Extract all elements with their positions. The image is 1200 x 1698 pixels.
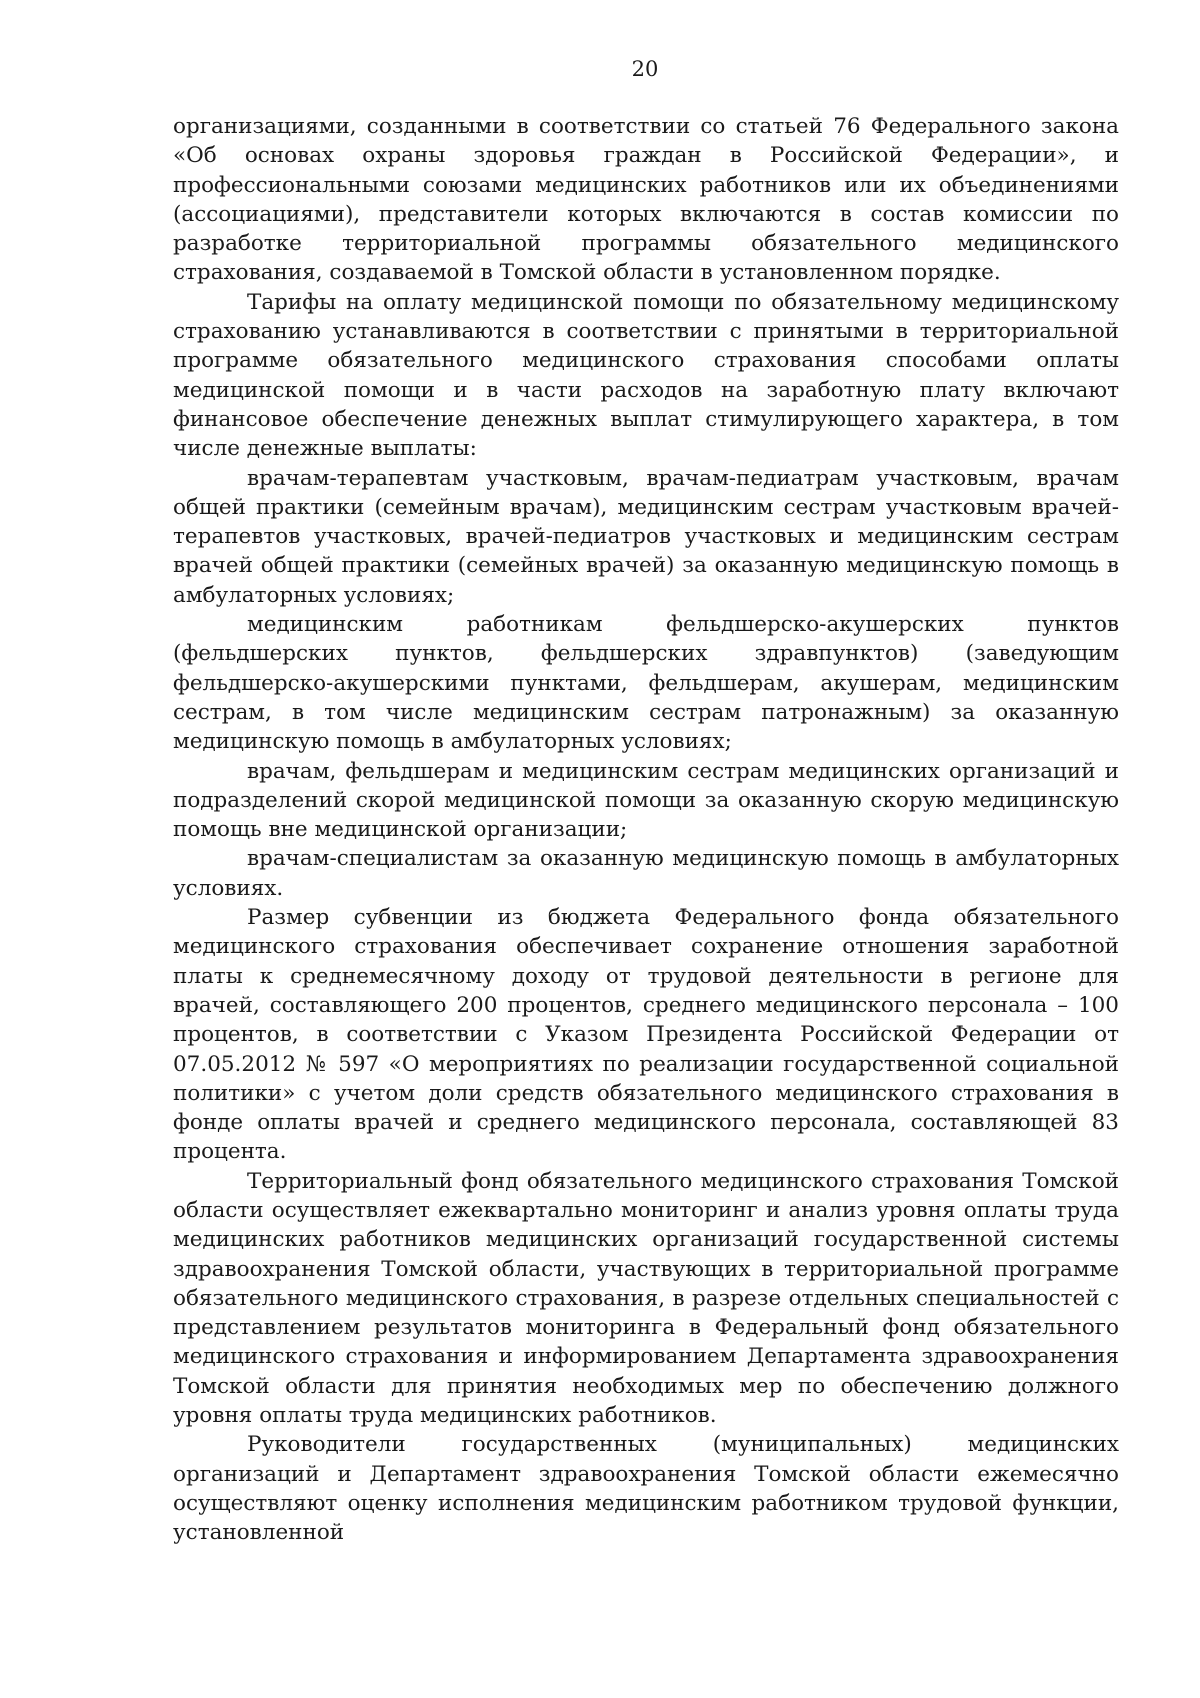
- paragraph-monitoring: Территориальный фонд обязательного медицинского страхования Томской области осуществляет ежеквартально мониторинг и анализ уровня оплаты труда медицинских работников медицинских организаций государственной системы здравоохранения Томской области, участвующих в территориальной программе обязательного медицинского страхования, в разрезе отдельных специальностей с представлением результатов мониторинга в Федеральный фонд обязательного медицинского страхования и информированием Департамента здравоохранения Томской области для принятия необходимых мер по обеспечению должного уровня оплаты труда медицинских работников.: [173, 1168, 1119, 1429]
- document-body: [173, 112, 1119, 1548]
- page-number: 20: [631, 57, 659, 81]
- paragraph-list-item-emergency-care: врачам, фельдшерам и медицинским сестрам медицинских организаций и подразделений скорой медицинской помощи за оказанную скорую медицинскую помощь вне медицинской организации;: [173, 758, 1119, 843]
- paragraph-continuation: организациями, созданными в соответствии со статьей 76 Федерального закона «Об основах охраны здоровья граждан в Российской Федерации», и профессиональными союзами медицинских работников или их объединениями (ассоциациями), представители которых включаются в состав комиссии по разработке территориальной программы обязательного медицинского страхования, создаваемой в Томской области в установленном порядке.: [173, 114, 1119, 286]
- paragraph-list-item-district-doctors: врачам-терапевтам участковым, врачам-педиатрам участковым, врачам общей практики (семейным врачам), медицинским сестрам участковым врачей-терапевтов участковых, врачей-педиатров участковых и медицинским сестрам врачей общей практики (семейных врачей) за оказанную медицинскую помощь в амбулаторных условиях;: [173, 465, 1119, 608]
- paragraph-heads-assessment: Руководители государственных (муниципальных) медицинских организаций и Департамент здравоохранения Томской области ежемесячно осуществляют оценку исполнения медицинским работником трудовой функции, установленной: [173, 1432, 1119, 1546]
- paragraph-list-item-specialists: врачам-специалистам за оказанную медицинскую помощь в амбулаторных условиях.: [173, 846, 1119, 901]
- paragraph-list-item-feldsher-points: медицинским работникам фельдшерско-акушерских пунктов (фельдшерских пунктов, фельдшерских здравпунктов) (заведующим фельдшерско-акушерскими пунктами, фельдшерам, акушерам, медицинским сестрам, в том числе медицинским сестрам патронажным) за оказанную медицинскую помощь в амбулаторных условиях;: [173, 612, 1119, 755]
- paragraph-tariffs: Тарифы на оплату медицинской помощи по обязательному медицинскому страхованию устанавливаются в соответствии с принятыми в территориальной программе обязательного медицинского страхования способами оплаты медицинской помощи и в части расходов на заработную плату включают финансовое обеспечение денежных выплат стимулирующего характера, в том числе денежные выплаты:: [173, 289, 1119, 462]
- paragraph-subvention: Размер субвенции из бюджета Федерального фонда обязательного медицинского страхования обеспечивает сохранение отношения заработной платы к среднемесячному доходу от трудовой деятельности в регионе для врачей, составляющего 200 процентов, среднего медицинского персонала – 100 процентов, в соответствии с Указом Президента Российской Федерации от 07.05.2012 № 597 «О мероприятиях по реализации государственной социальной политики» с учетом доли средств обязательного медицинского страхования в фонде оплаты врачей и среднего медицинского персонала, составляющей 83 процента.: [173, 905, 1119, 1165]
